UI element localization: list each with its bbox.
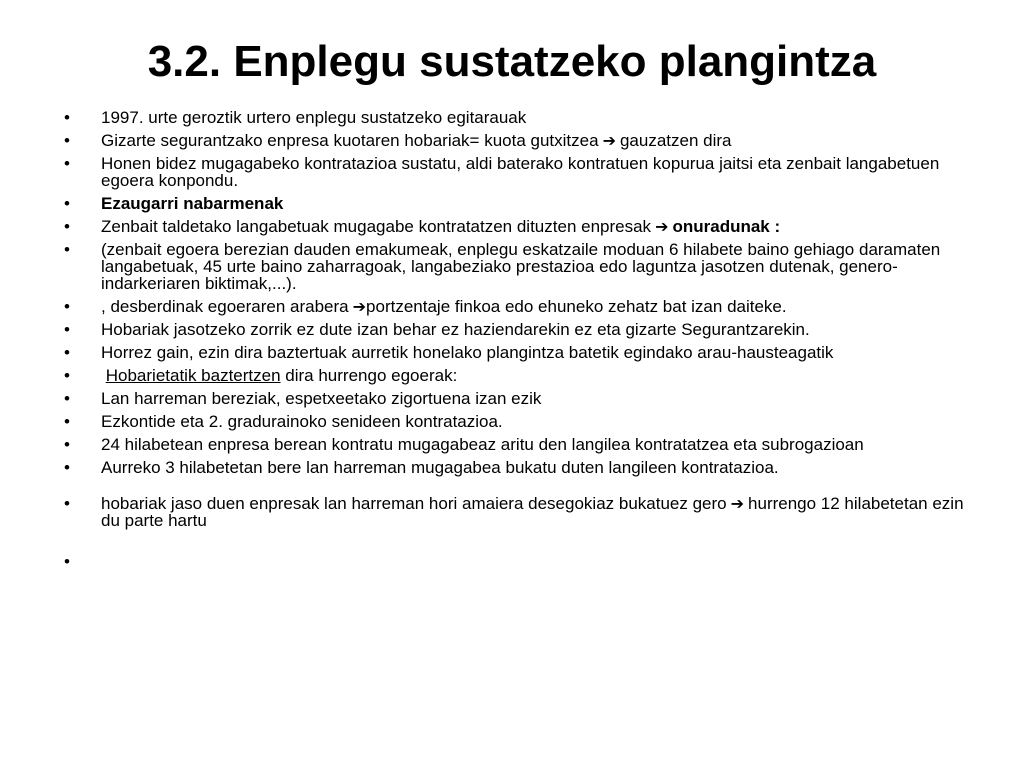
item-text-after: portzentaje finkoa edo ehuneko zehatz bat izan daiteke. bbox=[366, 297, 787, 316]
bullet-icon: • bbox=[64, 343, 70, 362]
list-item-subsidy-programs bbox=[64, 109, 984, 126]
bullet-list bbox=[64, 109, 984, 576]
item-text-after: gauzatzen dira bbox=[619, 131, 732, 150]
bullet-icon: • bbox=[64, 366, 70, 385]
item-text: Ezkontide eta 2. gradurainoko senideen kontratazioa. bbox=[101, 412, 503, 431]
list-item-no-debts bbox=[64, 321, 984, 338]
item-text: Horrez gain, ezin dira baztertuak aurretik honelako plangintza batetik egindako arau-hausteagatik bbox=[101, 343, 834, 362]
item-text-after: onuradunak : bbox=[672, 217, 781, 236]
bullet-icon: • bbox=[64, 154, 70, 173]
bullet-icon: • bbox=[64, 240, 70, 259]
bullet-icon: • bbox=[64, 320, 70, 339]
list-item-percentage bbox=[64, 298, 984, 315]
list-item-exclusion-infractions bbox=[64, 344, 984, 361]
item-text: , desberdinak egoeraren arabera bbox=[101, 297, 349, 316]
list-item-beneficiaries bbox=[64, 218, 984, 235]
item-text: Ezaugarri nabarmenak bbox=[101, 194, 284, 213]
bullet-icon: • bbox=[64, 552, 70, 571]
bullet-icon: • bbox=[64, 108, 70, 127]
bullet-icon: • bbox=[64, 217, 70, 236]
arrow-right-icon: ➔ bbox=[730, 494, 745, 513]
arrow-right-icon: ➔ bbox=[352, 297, 367, 316]
item-text-after: dira hurrengo egoerak: bbox=[280, 366, 458, 385]
bullet-icon: • bbox=[64, 435, 70, 454]
item-text-after: hurrengo 12 hilabetetan ezin du parte hartu bbox=[101, 494, 964, 530]
item-text: hobariak jaso duen enpresak lan harreman hori amaiera desegokiaz bukatuez gero bbox=[101, 494, 727, 513]
list-item-special-groups bbox=[64, 241, 984, 292]
list-item-empty bbox=[64, 553, 984, 570]
item-text: 1997. urte geroztik urtero enplegu sustatzeko egitarauak bbox=[101, 108, 527, 127]
list-item-spouse-relatives bbox=[64, 413, 984, 430]
item-text: Honen bidez mugagabeko kontratazioa sustatu, aldi baterako kontratuen kopurua jaitsi eta zenbait langabetuen egoera konpondu. bbox=[101, 154, 940, 190]
list-item-3-months bbox=[64, 459, 984, 476]
item-text: Aurreko 3 hilabetetan bere lan harreman mugagabea bukatu duten langileen kontratazioa. bbox=[101, 458, 779, 477]
slide-title: 3.2. Enplegu sustatzeko plangintza bbox=[147, 37, 877, 86]
bullet-icon: • bbox=[64, 458, 70, 477]
item-text: (zenbait egoera berezian dauden emakumeak, enplegu eskatzaile moduan 6 hilabete baino gehiago daramaten langabetuak, 45 urte baino zaharragoak, langabeziako prestazioa edo laguntza jasotzen dutenak, genero-indarkeriaren biktimak,...). bbox=[101, 240, 941, 293]
list-item-key-features-heading bbox=[64, 195, 984, 212]
list-item-12-months-penalty bbox=[64, 495, 984, 529]
list-item-purpose bbox=[64, 155, 984, 189]
bullet-icon: • bbox=[64, 389, 70, 408]
arrow-right-icon: ➔ bbox=[602, 131, 616, 150]
bullet-icon: • bbox=[64, 297, 70, 316]
item-text-underlined: Hobarietatik baztertzen bbox=[105, 366, 281, 385]
arrow-right-icon: ➔ bbox=[655, 217, 669, 236]
item-text: Hobariak jasotzeko zorrik ez dute izan behar ez haziendarekin ez eta gizarte Segurantzarekin. bbox=[101, 320, 810, 339]
item-text: Gizarte segurantzako enpresa kuotaren hobariak= kuota gutxitzea bbox=[101, 131, 599, 150]
bullet-icon: • bbox=[64, 131, 70, 150]
list-item-special-relations bbox=[64, 390, 984, 407]
item-text: 24 hilabetean enpresa berean kontratu mugagabeaz aritu den langilea kontratatzea eta subrogazioan bbox=[101, 435, 864, 454]
bullet-icon: • bbox=[64, 494, 70, 513]
bullet-icon: • bbox=[64, 194, 70, 213]
bullet-icon: • bbox=[64, 412, 70, 431]
item-text: Zenbait taldetako langabetuak mugagabe kontratatzen dituzten enpresak bbox=[101, 217, 652, 236]
list-item-exclusions-heading bbox=[64, 367, 984, 384]
list-item-quota-reduction bbox=[64, 132, 984, 149]
item-text: Lan harreman bereziak, espetxeetako zigortuena izan ezik bbox=[101, 389, 542, 408]
list-item-24-months bbox=[64, 436, 984, 453]
